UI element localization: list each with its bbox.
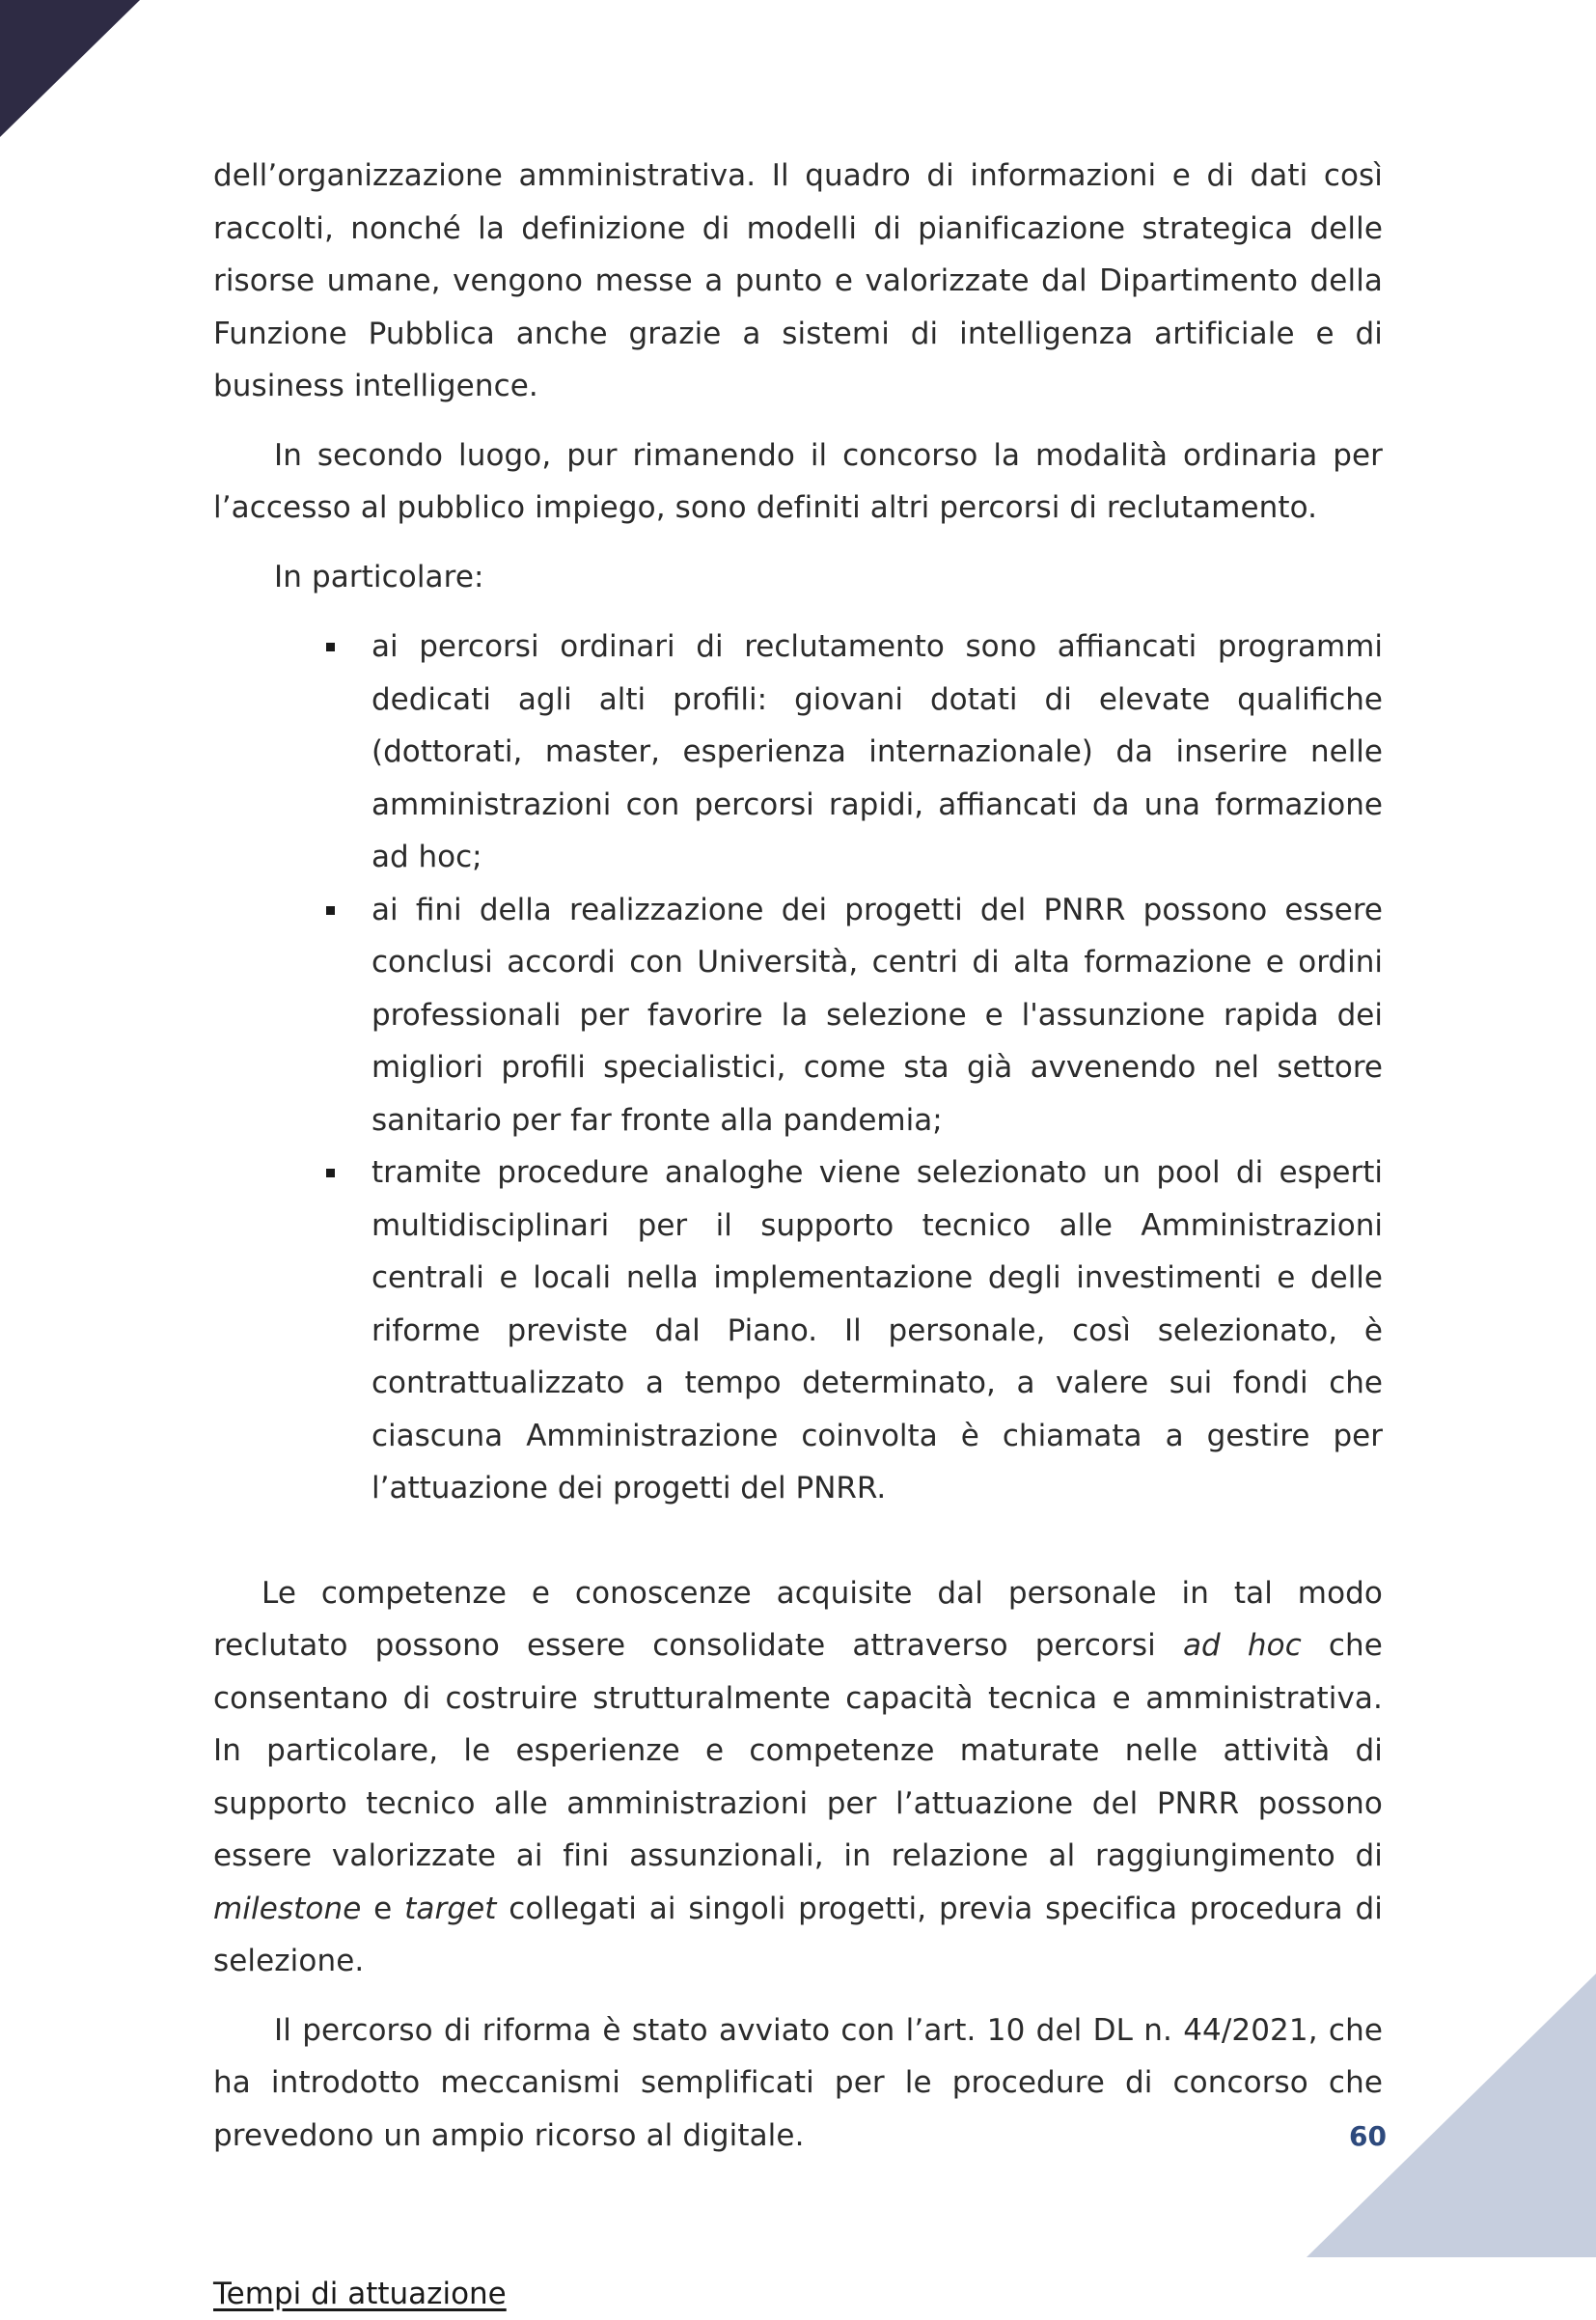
square-bullet-icon <box>326 643 335 651</box>
square-bullet-icon <box>326 1169 335 1177</box>
page-number: 60 <box>1349 2120 1387 2152</box>
paragraph-2: In secondo luogo, pur rimanendo il concorso la modalità ordinaria per l’accesso al pubblico impiego, sono definiti altri percorsi di reclutamento. <box>213 437 1383 525</box>
italic-milestone: milestone <box>213 1891 362 1926</box>
corner-decoration-top-left <box>0 0 140 137</box>
bullet-text-1: ai percorsi ordinari di reclutamento sono affiancati programmi dedicati agli alti profili: giovani dotati di elevate qualifiche (dottorati, master, esperienza internazionale) da inserire nelle amministrazioni con percorsi rapidi, affiancati da una formazione ad hoc; <box>371 629 1383 874</box>
bullet-item-2 <box>213 884 1383 1147</box>
paragraph-1: dell’organizzazione amministrativa. Il quadro di informazioni e di dati così raccolti, nonché la definizione di modelli di pianificazione strategica delle risorse umane, vengono messe a punto e valorizzate dal Dipartimento della Funzione Pubblica anche grazie a sistemi di intelligenza artificiale e di business intelligence. <box>213 158 1383 403</box>
paragraph-4-text-4: collegati ai singoli progetti, previa specifica procedura di selezione. <box>213 1891 1383 1978</box>
bullet-item-1 <box>213 621 1383 884</box>
document-body <box>213 150 1383 2320</box>
square-bullet-icon <box>326 906 335 915</box>
italic-target: target <box>404 1891 497 1926</box>
paragraph-4-text-3: e <box>361 1891 405 1926</box>
paragraph-4-text-1: Le competenze e conoscenze acquisite dal personale in tal modo reclutato possono essere consolidate attraverso percorsi <box>213 1575 1383 1663</box>
paragraph-3: In particolare: <box>274 559 484 594</box>
bullet-text-2: ai fini della realizzazione dei progetti del PNRR possono essere conclusi accordi con Università, centri di alta formazione e ordini professionali per favorire la selezione e l'assunzione rapida dei migliori profili specialistici, come sta già avvenendo nel settore sanitario per far fronte alla pandemia; <box>371 892 1383 1138</box>
paragraph-4-text-2: che consentano di costruire strutturalmente capacità tecnica e amministrativa. In particolare, le esperienze e competenze maturate nelle attività di supporto tecnico alle amministrazioni per l’attuazione del PNRR possono essere valorizzate ai fini assunzionali, in relazione al raggiungimento di <box>213 1628 1383 1873</box>
bullet-text-3: tramite procedure analoghe viene selezionato un pool di esperti multidisciplinari per il supporto tecnico alle Amministrazioni centrali e locali nella implementazione degli investimenti e delle riforme previste dal Piano. Il personale, così selezionato, è contrattualizzato a tempo determinato, a valere sui fondi che ciascuna Amministrazione coinvolta è chiamata a gestire per l’attuazione dei progetti del PNRR. <box>371 1155 1383 1505</box>
bullet-item-3 <box>213 1146 1383 1515</box>
italic-ad-hoc: ad hoc <box>1182 1628 1302 1663</box>
paragraph-5: Il percorso di riforma è stato avviato con l’art. 10 del DL n. 44/2021, che ha introdotto meccanismi semplificati per le procedure di concorso che prevedono un ampio ricorso al digitale. <box>213 2012 1383 2153</box>
paragraph-4 <box>213 1567 1383 1988</box>
corner-triangle-top-left <box>0 0 140 137</box>
section-heading: Tempi di attuazione <box>213 2277 507 2311</box>
bullet-list <box>213 621 1383 1515</box>
